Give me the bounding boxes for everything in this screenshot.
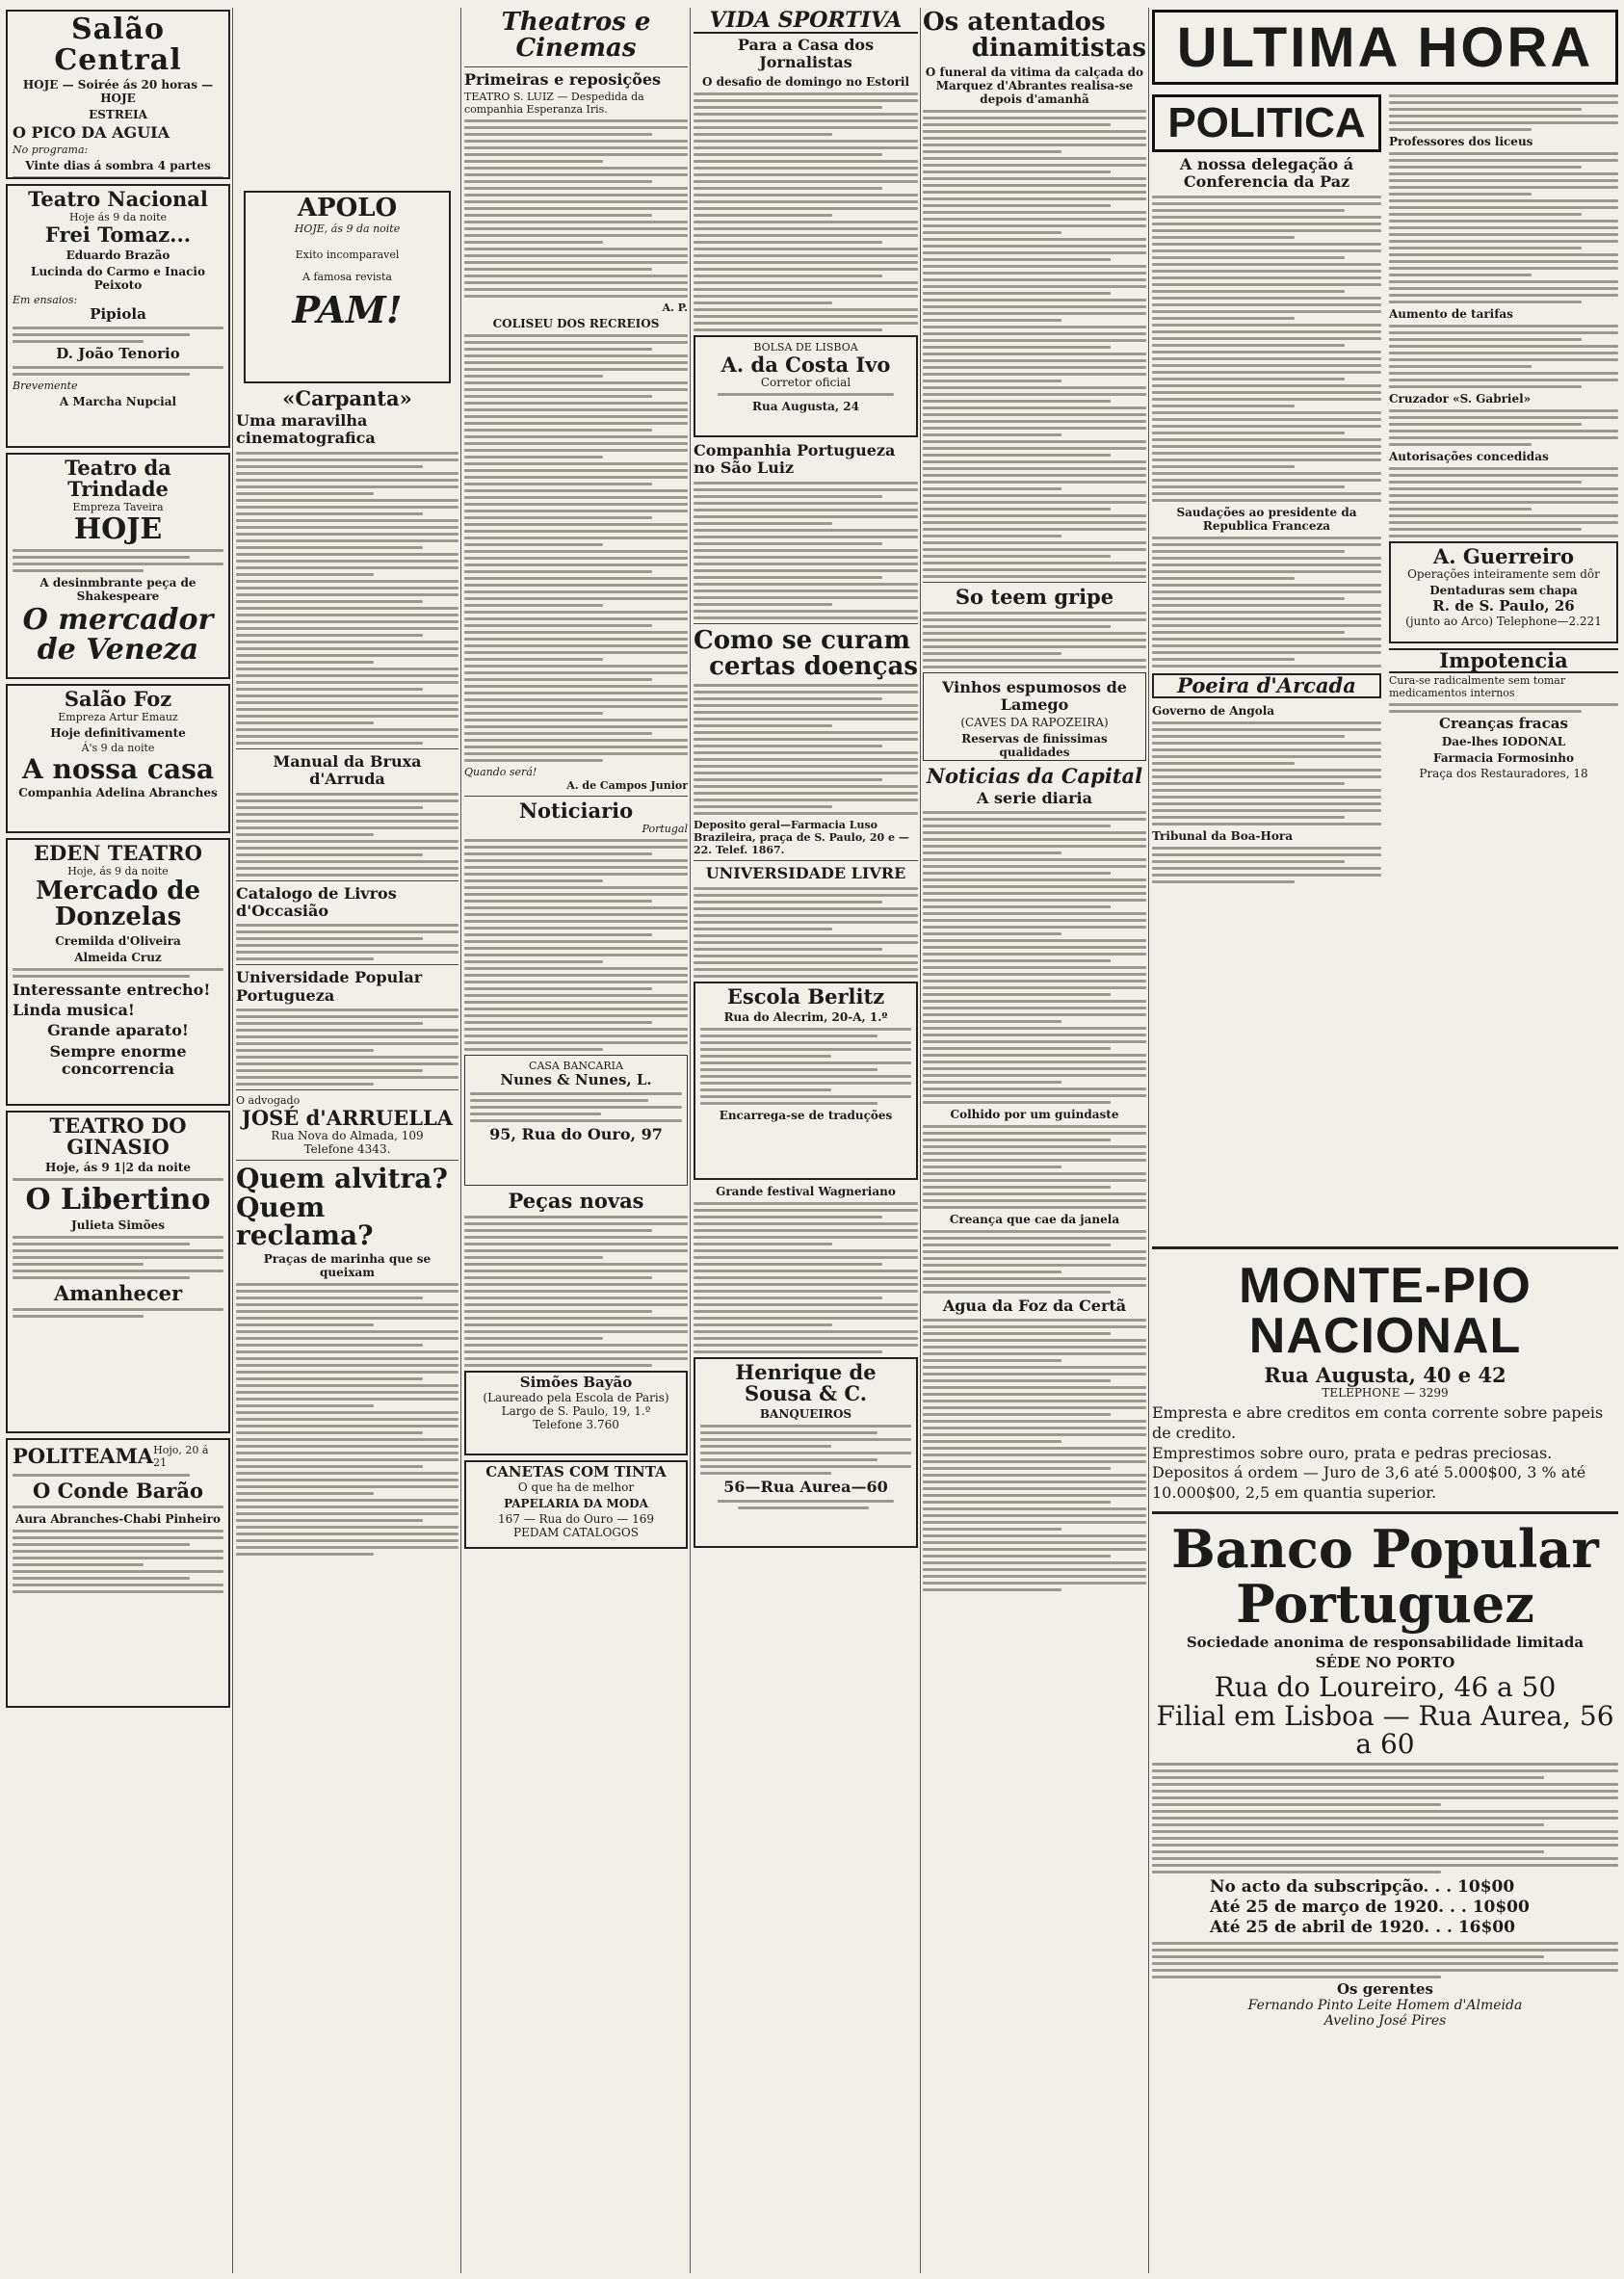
ad-tel: (junto ao Arco) Telephone—2.221 xyxy=(1405,614,1602,628)
article-head: Professores dos liceus xyxy=(1389,135,1533,148)
ad-sub: Sociedade anonima de responsabilidade limitada xyxy=(1186,1634,1585,1652)
article-title: Quem reclama? xyxy=(236,1191,374,1251)
montepio-ad xyxy=(1152,1246,1618,1504)
ad-sub: Exito incomparavel xyxy=(295,249,400,262)
ad-title: POLITEAMA xyxy=(13,1443,154,1468)
ad-play: Frei Tomaz... xyxy=(44,223,192,248)
ad-title: Henrique de Sousa & C. xyxy=(735,1359,877,1405)
ad-cast: Lucinda do Carmo e Inacio Peixoto xyxy=(31,265,205,293)
berlitz-ad xyxy=(694,982,918,1180)
ad-line: HOJE, ás 9 da noite xyxy=(294,223,401,236)
article-sub: O desafio de domingo no Estoril xyxy=(701,74,910,89)
ad-ensaios: Em ensaios: xyxy=(13,294,78,307)
ad-title: Teatro Nacional xyxy=(28,187,208,211)
ad-company: Companhia Adelina Abranches xyxy=(18,786,218,800)
ad-tel: Telefone 4343. xyxy=(303,1142,391,1157)
article-head: Colhido por um guindaste xyxy=(950,1108,1119,1122)
ad-addr: Rua Augusta, 40 e 42 xyxy=(1264,1363,1506,1387)
column-4 xyxy=(694,10,918,2273)
ad-title: Banco Popular xyxy=(1171,1518,1599,1581)
ad-gerente: Avelino José Pires xyxy=(1323,2013,1447,2030)
ad-title: Salão Foz xyxy=(64,687,172,711)
article-title: «Carpanta» xyxy=(282,386,412,410)
ad-title: Salão Central xyxy=(54,13,182,77)
subscription-prices xyxy=(1152,1877,1618,1939)
ad-cast: Aura Abranches-Chabi Pinheiro xyxy=(15,1512,221,1527)
article-head: Uma maravilha cinematografica xyxy=(236,411,376,448)
article-signature: A. P. xyxy=(662,301,688,314)
ad-cast: Cremilda d'Oliveira xyxy=(55,933,181,948)
canetas-ad xyxy=(464,1460,688,1549)
ad-title: EDEN TEATRO xyxy=(34,841,202,865)
ad-play: A nossa casa xyxy=(21,753,215,786)
ad-subtitle: Vinte dias á sombra 4 partes xyxy=(25,159,211,173)
ad-tel: Telefone 3.760 xyxy=(533,1417,619,1431)
ad-show: PAM! xyxy=(292,288,403,332)
ad-program: No programa: xyxy=(13,144,89,157)
ad-time: Á's 9 da noite xyxy=(81,742,155,755)
ad-date: Hojo, 20 á 21 xyxy=(153,1444,209,1469)
article-body xyxy=(236,452,458,745)
article-author: A. de Campos Junior xyxy=(566,778,688,792)
ad-rua: Rua do Loureiro, 46 a 50 xyxy=(1214,1671,1557,1704)
ad-cat: PEDAM CATALOGOS xyxy=(513,1525,639,1539)
article-head: Grande festival Wagneriano xyxy=(716,1184,896,1198)
column-5 xyxy=(923,10,1146,2273)
article-title: Catalogo de Livros d'Occasião xyxy=(236,883,397,920)
apolo-ad xyxy=(244,191,451,383)
ad-name: A. da Costa Ivo xyxy=(720,352,891,377)
section-sub: Portugal xyxy=(642,823,688,836)
guerreiro-ad xyxy=(1389,541,1618,643)
ad-gerente: Fernando Pinto Leite Homem d'Almeida xyxy=(1247,1998,1523,2014)
text-block xyxy=(13,176,223,179)
column-2 xyxy=(236,10,458,2273)
henrique-sousa-ad xyxy=(694,1357,918,1548)
ad-line: Hoje, ás 9 1|2 da noite xyxy=(45,1161,191,1175)
article-head: Agua da Foz da Certã xyxy=(942,1297,1127,1316)
ad-title: Vinhos espumosos de Lamego xyxy=(942,677,1127,715)
article-title: dinamitistas xyxy=(971,34,1146,64)
ad-title: Simões Bayão xyxy=(519,1374,633,1392)
article-head: Autorisações concedidas xyxy=(1389,450,1549,463)
ad-title: Teatro da Trindade xyxy=(65,456,171,502)
ad-company: Empreza Taveira xyxy=(72,501,164,514)
ad-sub: BANQUEIROS xyxy=(759,1406,852,1421)
bolsa-ad xyxy=(694,335,918,437)
poeira-title: Poeira d'Arcada xyxy=(1152,673,1381,698)
salao-central-ad xyxy=(6,10,230,179)
column-rule xyxy=(920,8,921,2273)
ad-line: Depositos á ordem — Juro de 3,6 até 5.000$00, 3 % até 10.000$00, 2,5 em quantia superior. xyxy=(1152,1463,1586,1503)
ad-reprise: A Marcha Nupcial xyxy=(59,394,177,408)
price-line: No acto da subscripção. . . 10$00 xyxy=(1210,1876,1515,1897)
simoes-bayao-ad xyxy=(464,1371,688,1455)
ad-title: TEATRO DO GINASIO xyxy=(49,1113,187,1160)
article-title: Os atentados xyxy=(923,10,1106,37)
ad-slogan: Sempre enorme concorrencia xyxy=(49,1041,187,1079)
section-title: Theatros e Cinemas xyxy=(501,10,651,64)
ad-label: CASA BANCARIA xyxy=(529,1060,623,1073)
ad-enc: Encarrega-se de traduções xyxy=(719,1108,893,1122)
ad-dentaduras: Dentaduras sem chapa xyxy=(1429,584,1578,598)
ad-play: Amanhecer xyxy=(53,1280,183,1305)
ad-line: HOJE — Soirée ás 20 horas — HOJE xyxy=(22,78,214,105)
article-head: Para a Casa dos Jornalistas xyxy=(737,36,875,72)
article-head: Saudações ao presidente da Republica Franceza xyxy=(1176,505,1357,533)
ad-addr: R. de S. Paulo, 26 xyxy=(1432,597,1575,616)
ad-line: Hoje ás 9 da noite xyxy=(68,211,168,224)
politics-left xyxy=(1152,91,1381,1246)
ad-play: D. João Tenorio xyxy=(56,344,180,362)
ad-title: Escola Berlitz xyxy=(726,983,885,1009)
ad-cast: Almeida Cruz xyxy=(74,950,162,964)
casa-bancaria-ad xyxy=(464,1055,688,1186)
ad-brevemente: Brevemente xyxy=(13,379,78,392)
ad-estreia: ESTREIA xyxy=(89,108,147,121)
article-title: UNIVERSIDADE LIVRE xyxy=(705,864,906,883)
ad-line: Empresta e abre creditos em conta corrente sobre papeis de credito. xyxy=(1152,1403,1604,1442)
ad-addr: Rua do Alecrim, 20-A, 1.º xyxy=(723,1009,888,1024)
section-title: POLITICA xyxy=(1152,94,1381,152)
politics-right xyxy=(1389,91,1618,1246)
article-title: Como se curam xyxy=(694,625,910,655)
section-title: Noticiario xyxy=(518,798,634,823)
column-rule xyxy=(460,8,461,2273)
column-rule xyxy=(232,8,233,2273)
eden-teatro-ad xyxy=(6,838,230,1106)
article-title: Universidade Popular Portugueza xyxy=(236,968,423,1005)
ad-play: O Conde Barão xyxy=(33,1479,203,1503)
ad-sub: (CAVES DA RAPOZEIRA) xyxy=(960,716,1109,730)
article-title: Quem alvitra? xyxy=(236,1163,448,1195)
article-head: Governo de Angola xyxy=(1152,703,1275,718)
ad-line: Hoje, ás 9 da noite xyxy=(67,865,169,878)
article-quando: Quando será! xyxy=(464,765,537,778)
article-head: Primeiras e reposições xyxy=(464,69,662,89)
column-1 xyxy=(6,10,230,2273)
ad-slogan: Interessante entrecho! xyxy=(13,980,211,999)
article-head: Aumento de tarifas xyxy=(1389,307,1513,321)
ad-play: O Libertino xyxy=(25,1183,211,1218)
article-head: A nossa delegação á Conferencia da Paz xyxy=(1179,155,1354,192)
ad-addr: 95, Rua do Ouro, 97 xyxy=(489,1124,663,1143)
column-6 xyxy=(1152,10,1618,2273)
creancas-sub: Dae-lhes IODONAL xyxy=(1441,734,1566,748)
price-line: Até 25 de abril de 1920. . . 16$00 xyxy=(1210,1918,1515,1938)
article-deposito: Deposito geral—Farmacia Luso Brazileira, praça de S. Paulo, 20 e —22. Telef. 1867. xyxy=(694,819,909,857)
ad-play: O mercador de Veneza xyxy=(22,602,214,668)
ad-addr: Largo de S. Paulo, 19, 1.º xyxy=(501,1403,651,1418)
creancas-addr: Praça dos Restauradores, 18 xyxy=(1419,766,1588,780)
ad-title: MONTE-PIO NACIONAL xyxy=(1239,1258,1532,1364)
creancas-title: Creanças fracas xyxy=(1439,715,1568,733)
ad-sub: (Laureado pela Escola de Paris) xyxy=(483,1390,669,1404)
ad-cast: Julieta Simões xyxy=(71,1218,165,1232)
ad-name: JOSÉ d'ARRUELLA xyxy=(241,1106,454,1131)
teatro-nacional-ad xyxy=(6,184,230,448)
politeama-ad xyxy=(6,1438,230,1708)
ad-cast: Eduardo Brazão xyxy=(65,249,170,263)
article-head: A serie diaria xyxy=(977,788,1092,807)
banco-popular-ad xyxy=(1152,1511,1618,2029)
article-title: certas doenças xyxy=(709,651,918,681)
ad-title: Portuguez xyxy=(1236,1572,1534,1635)
ad-role: Corretor oficial xyxy=(760,375,851,389)
ad-line: Emprestimos sobre ouro, prata e pedras preciosas. xyxy=(1152,1443,1553,1462)
masthead: ULTIMA HORA xyxy=(1152,10,1618,85)
ad-film: O PICO DA AGUIA xyxy=(13,123,170,142)
article-title: Peças novas xyxy=(508,1189,644,1214)
ad-name: A. Guerreiro xyxy=(1432,544,1574,568)
ad-play: Pipiola xyxy=(90,305,146,324)
ad-filial: Filial em Lisboa — Rua Aurea, 56 a 60 xyxy=(1156,1699,1614,1761)
article-title: Manual da Bruxa d'Arruda xyxy=(273,751,422,789)
ad-sede: SÉDE NO PORTO xyxy=(1315,1654,1455,1672)
article-head: Cruzador «S. Gabriel» xyxy=(1389,392,1532,406)
article-title: So teem gripe xyxy=(955,584,1114,609)
creancas-farmacia: Farmacia Formosinho xyxy=(1433,750,1574,765)
ad-line: Hoje definitivamente xyxy=(50,726,186,741)
article-title: Companhia Portugueza no São Luiz xyxy=(694,440,896,478)
ad-slogan: Grande aparato! xyxy=(47,1021,189,1040)
ad-addr: 167 — Rua do Ouro — 169 xyxy=(497,1511,655,1526)
section-title: VIDA SPORTIVA xyxy=(694,10,918,34)
ad-addr: Rua Augusta, 24 xyxy=(752,399,859,413)
article-head: Praças de marinha que se queixam xyxy=(263,1252,432,1280)
article-head: Creança que cae da janela xyxy=(949,1213,1120,1227)
ad-sub: Operações inteiramente sem dôr xyxy=(1407,567,1600,582)
article-sub: TEATRO S. LUIZ — Despedida da companhia Esperanza Iris. xyxy=(464,90,644,116)
impotencia-text: Cura-se radicalmente sem tomar medicamentos internos xyxy=(1389,674,1566,700)
ad-revista: A famosa revista xyxy=(302,271,392,284)
ad-title: APOLO xyxy=(297,194,398,223)
ad-desc: A desinmbrante peça de Shakespeare xyxy=(39,575,196,603)
politics-section xyxy=(1152,91,1618,1246)
ad-play: Mercado de Donzelas xyxy=(36,877,200,932)
ad-addr: 56—Rua Aurea—60 xyxy=(723,1477,888,1496)
ad-tel: TELEPHONE — 3299 xyxy=(1322,1386,1449,1401)
teatro-ginasio-ad xyxy=(6,1111,230,1433)
ad-name: Nunes & Nunes, L. xyxy=(500,1071,652,1089)
ad-label: BOLSA DE LISBOA xyxy=(753,340,858,354)
ad-hoje: HOJE xyxy=(73,512,163,547)
article-head: COLISEU DOS RECREIOS xyxy=(492,316,660,330)
vinhos-ad xyxy=(923,672,1146,761)
ad-gerentes: Os gerentes xyxy=(1336,1980,1434,1999)
article-head: O funeral da vitima da calçada do Marquez d'Abrantes realisa-se depois d'amanhã xyxy=(925,65,1144,106)
ad-sub: O que ha de melhor xyxy=(517,1480,635,1494)
price-line: Até 25 de março de 1920. . . 10$00 xyxy=(1210,1897,1530,1917)
column-3 xyxy=(464,10,688,2273)
teatro-trindade-ad xyxy=(6,453,230,679)
ad-title: CANETAS COM TINTA xyxy=(485,1463,667,1481)
ad-empresa: Empreza Artur Emauz xyxy=(58,711,178,724)
ad-addr: Rua Nova do Almada, 109 xyxy=(271,1129,424,1143)
section-title: Noticias da Capital xyxy=(926,763,1143,788)
ad-shop: PAPELARIA DA MODA xyxy=(504,1496,648,1510)
impotencia-title: Impotencia xyxy=(1389,648,1618,673)
article-head: Tribunal da Boa-Hora xyxy=(1152,828,1293,843)
salao-foz-ad xyxy=(6,684,230,833)
column-rule xyxy=(690,8,691,2273)
ad-slogan: Linda musica! xyxy=(13,1001,135,1020)
ad-sub2: Reservas de finissimas qualidades xyxy=(961,732,1108,760)
column-rule xyxy=(1148,8,1149,2273)
ad-label: O advogado xyxy=(236,1094,301,1108)
